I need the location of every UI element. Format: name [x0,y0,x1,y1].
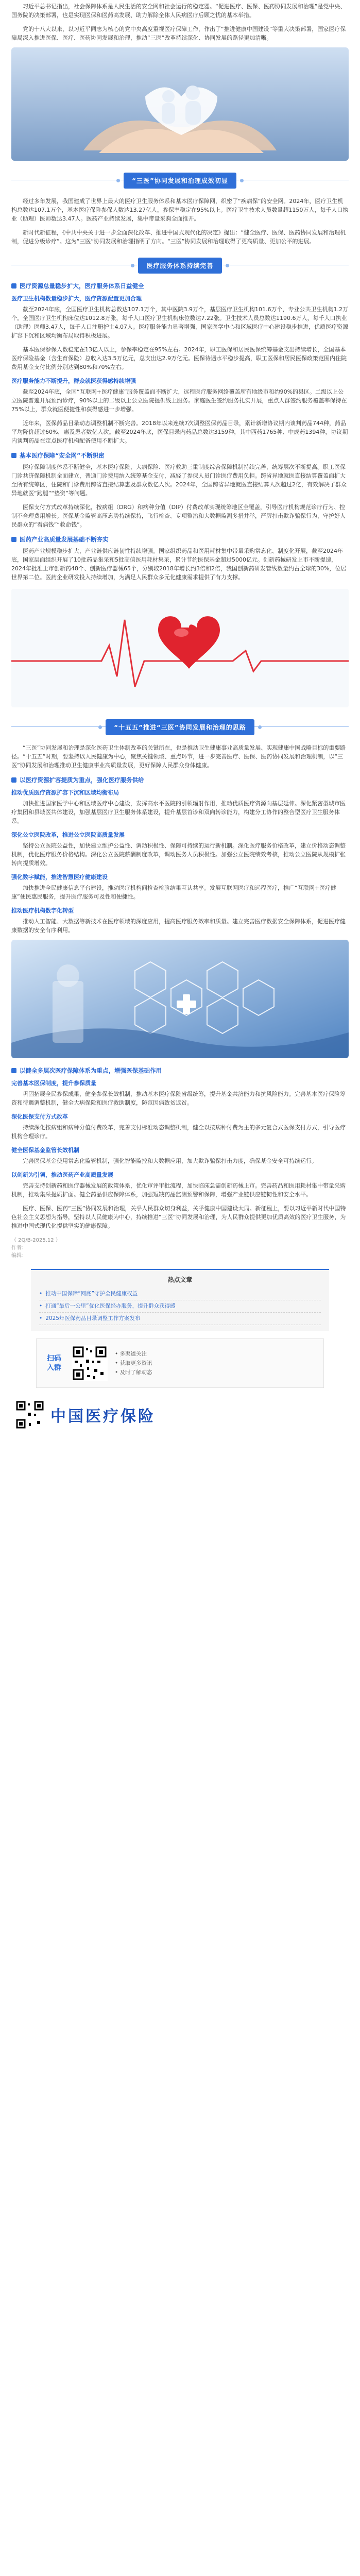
sec5-lead-4: 推动医疗机构数字化转型 [11,907,74,914]
sec5-paragraph-2: 加快推进国家医学中心和区域医疗中心建设，发挥高水平医院的引领辐射作用，推动优质医疗资源向基层延伸。深化紧密型城市医疗集团和县域医共体建设，加强基层医疗卫生服务体系建设，提升基层首诊和双向转诊能力，构建分工协作的整合型医疗卫生服务体系。 [11,800,346,824]
sec7-paragraph-2: 医疗、医保、医药“三医”协同发展和治理，关乎人民群众切身利益，关乎健康中国建设大局。新征程上，要以习近平新时代中国特色社会主义思想为指导，坚持以人民健康为中心，持续推进“三医”协同发展和治理，为人民群众提供更加优质高效的医疗卫生服务，为推进中国式现代化提供坚实的健康保障。 [11,1205,346,1229]
sec2-paragraph-2: 基本医保参保人数稳定在13亿人以上，参保率稳定在95%左右。2024年，职工医保和居民医保统筹基金支出持续增长，全国基本医疗保险基金（含生育保险）总收入达3.5万亿元，总支出达2.9万亿元。医保待遇水平稳步提高，职工医保和居民医保政策范围内住院费用基金支付比例分别达到80%和70%左右。 [11,346,347,370]
square-bullet-icon [11,453,16,458]
section-banner-1: “三医”协同发展和治理成效初显 [0,171,360,190]
sec5-lead-2: 深化公立医院改革，推进公立医院高质量发展 [11,832,125,838]
sec5-paragraph-4: 加快推进全民健康信息平台建设，推动医疗机构间检查检验结果互认共享。发展互联网医疗和远程医疗，推广“互联网+医疗健康”便民惠民服务，提升医疗服务可及性和便捷性。 [11,885,336,900]
sec2-lead-2: 医疗服务能力不断提升，群众就医获得感持续增强 [11,378,136,384]
sec6-heading: 以健全多层次医疗保障体系为重点，增强医保基础作用 [11,1066,349,1075]
sec6-paragraph-2: 持续深化按病组和病种分值付费改革，完善支付标准动态调整机制，健全以按病种付费为主的多元复合式医保支付方式，引导医疗机构合理诊疗。 [11,1124,346,1140]
footer-brand [0,1395,360,1439]
sec2-paragraph-4: 近年来，医保药品目录动态调整机制不断完善。2018年以来连续7次调整医保药品目录，累计新增协议期内谈判药品744种，药品平均降价超过60%，惠及患者数亿人次。截至2024年底，医保目录内药品总数达3159种，其中西药1765种、中成药1394种，协议期内谈判药品在定点医疗机构配备使用不断扩大。 [11,420,348,444]
related-item[interactable]: • 打通“最后一公里”优化医保经办服务，提升群众获得感 [39,1300,321,1313]
sec2-paragraph-3: 截至2024年底，全国“互联网+医疗健康”服务覆盖面不断扩大，远程医疗服务网络覆盖所有地级市和约90%的县区。二级以上公立医院普遍开展预约诊疗，90%以上的二级以上公立医院提供线上服务。家庭医生签约服务扎实开展，重点人群签约服务覆盖率保持在75%以上，群众就医便捷性和获得感进一步增强。 [11,388,347,413]
qr-code-icon[interactable] [72,1345,108,1381]
sec3-paragraph-2: 医保支付方式改革持续深化，按病组（DRG）和病种分值（DIP）付费改革实现统筹地区全覆盖，引导医疗机构规范诊疗行为、控制不合理费用增长。医保基金监管高压态势持续保持，飞行检查、专项整治和大数据监测多措并举，严厉打击欺诈骗保行为，守护好人民群众的“看病钱”“救命钱”。 [11,504,346,528]
scan-label: 扫码入群 [47,1354,61,1372]
sec7-paragraph-1: 完善支持创新药和医疗器械发展的政策体系，优化审评审批流程，加快临床急需创新药械上市。完善药品和医用耗材集中带量采购机制，推动集采提质扩面。健全药品供应保障体系，加强短缺药品监测预警和保障，增强产业链供应链韧性和安全水平。 [11,1182,346,1198]
heart-ecg-image [11,589,349,707]
medical-tech-photo [11,940,349,1058]
sec2-heading: 医疗资源总量稳步扩大，医疗服务体系日益健全 [11,282,349,290]
intro-paragraph-1: 习近平总书记指出，社会保障体系是人民生活的安全网和社会运行的稳定器。“促进医疗、医保、医药协同发展和治理”是党中央、国务院的决策部署，也是实现医保和医药高发展、助力解除全体人民病医疗后顾之忧的基本举措。 [11,3,346,19]
section-banner-2: 医疗服务体系持续完善 [0,256,360,275]
sec5-paragraph-1: “三医”协同发展和治理是深化医药卫生体制改革的关键所在，也是推动卫生健康事业高质量发展、实现健康中国战略目标的重要路径。“十五五”时期，要坚持以人民健康为中心，聚焦关键领域、重点环节，进一步完善医疗、医保、医药协同发展和治理机制，以“三医”协同发展和治理推动卫生健康事业高质量发展，更好保障人民群众身体健康。 [11,744,346,769]
square-bullet-icon [11,777,16,783]
sec4-paragraph-1: 医药产业规模稳步扩大，产业链供应链韧性持续增强。国家组织药品和医用耗材集中带量采购常态化、制度化开展，截至2024年底，国家层面组织开展了10批药品集采和5批高值医用耗材集采，累计节约医保基金超过5000亿元。创新药械研发上市不断提速，2024年批准上市创新药48个、创新医疗器械65个，分别较2018年增长约3倍和2倍，我国创新药研发管线数量约占全球的30%，位居世界第二位。医药企业研发投入持续增加，为满足人民群众多元化健康需求提供了有力支撑。 [11,548,347,581]
sec6-lead-1: 完善基本医保制度，提升参保质量 [11,1080,96,1087]
sec4-heading: 医药产业高质量发展基础不断夯实 [11,535,349,544]
sec1-paragraph-1: 经过多年发展，我国建成了世界上最大的医疗卫生服务体系和基本医疗保障网，织密了“疾病保”的安全网。2024年，医疗卫生机构总数达107.1万个，基本医疗保险参保人数达13.27亿人，参保率稳定在95%以上。医疗卫生技术人员数量超1150万人，每千人口执业（助理）医师数达3.47人。医药产业持续发展，集中带量采购全面推开。 [11,198,349,222]
sec6-paragraph-3: 完善医保基金使用常态化监管机制，强化智能监控和大数据应用，加大欺诈骗保打击力度，确保基金安全可持续运行。 [23,1158,317,1164]
square-bullet-icon [11,283,16,289]
sec3-heading: 基本医疗保障“安全网”不断织密 [11,451,349,460]
sec3-paragraph-1: 医疗保障制度体系不断健全，基本医疗保险、大病保险、医疗救助三重制度综合保障机制持续完善，统筹层次不断提高。职工医保门诊共济保障机制全面建立，普通门诊费用纳入统筹基金支付，减轻了参保人员门诊医疗费用负担。跨省异地就医直接结算覆盖面扩大至所有统筹区，住院和门诊费用跨省直接结算惠及群众数亿人次。2024年，全国跨省异地就医直接结算人次超过2亿，有效解决了群众异地就医“跑腿”“垫资”等问题。 [11,464,347,497]
qr-info-lines: • 多渠道关注 • 获取更多资讯 • 及时了解动态 [115,1351,152,1376]
bullet-icon: • [39,1303,43,1309]
sec2-paragraph-1: 截至2024年底，全国医疗卫生机构总数达107.1万个，其中医院3.9万个，基层医疗卫生机构101.6万个，专业公共卫生机构1.2万个。全国医疗卫生机构床位达1012.8万张，每千人口医疗卫生机构床位数达7.22张。卫生技术人员总数达1190.6万人，每千人口执业（助理）医师3.47人，每千人口注册护士4.07人。医疗服务能力显著增强，国家医学中心和区域医疗中心建设稳步推进，优质医疗资源扩容下沉和区域均衡布局取得积极进展。 [11,306,348,339]
square-bullet-icon [11,537,16,542]
intro-paragraph-2: 党的十八大以来，以习近平同志为核心的党中央高度重视医疗保障工作，作出了“推进健康中国建设”等重大决策部署，国家医疗保障局深入推进医保、医疗、医药协同发展和治理，推动“三医”改革持续深化、协同发展的路径更加清晰。 [11,26,346,41]
bullet-icon: • [39,1291,43,1297]
section-banner-3: “十五五”推进“三医”协同发展和治理的思路 [0,718,360,736]
qr-join-block [36,1338,324,1388]
related-item[interactable]: • 推动中国保障“网底”守护全民健康权益 [39,1288,321,1300]
sec7-lead-1: 以创新为引领，推动医药产业高质量发展 [11,1172,113,1178]
qr-code-icon[interactable] [15,1400,44,1429]
square-bullet-icon [11,1068,16,1073]
author-line: 作者： [11,1245,27,1251]
sec5-heading-1: 以医疗资源扩容提质为重点，强化医疗服务供给 [11,776,349,784]
sec2-lead-1: 医疗卫生机构数量稳步扩大，医疗资源配置更加合理 [11,295,142,302]
sec5-paragraph-3: 坚持公立医院公益性，加快建立维护公益性、调动积极性、保障可持续的运行新机制。深化医疗服务价格改革，建立价格动态调整机制，优化医疗服务价格结构。深化公立医院薪酬制度改革，调动医务人员积极性。加强公立医院绩效考核，推动公立医院从规模扩张转向提质增效。 [11,842,346,867]
sec5-lead-3: 强化数字赋能，推进智慧医疗健康建设 [11,874,108,880]
related-item[interactable]: • 2025年医保药品目录调整工作方案发布 [39,1313,321,1325]
sec6-paragraph-1: 巩固拓展全民参保成果，健全参保长效机制，推动基本医疗保险省级统筹，提升基金共济能力和抗风险能力。完善基本医疗保险筹资和待遇调整机制，健全大病保险和医疗救助制度，防范因病致贫返贫。 [11,1091,346,1106]
sec5-paragraph-5: 推动人工智能、大数据等新技术在医疗领域的深度应用，提高医疗服务效率和质量。建立完善医疗数据安全保障体系，促进医疗健康数据的安全有序利用。 [11,918,346,934]
sec6-lead-3: 健全医保基金监管长效机制 [11,1147,79,1154]
sec6-lead-2: 深化医保支付方式改革 [11,1113,68,1120]
family-care-photo [11,47,349,161]
bullet-icon: • [39,1315,43,1321]
source-code: （ 2Q/B-2025.12 ） [11,1238,61,1243]
related-title: 热点文章 [167,1276,193,1283]
sec1-paragraph-2: 新时代新征程，《中共中央关于进一步全面深化改革、推进中国式现代化的决定》提出：“健全医疗、医保、医药协同发展和治理机制，促进分级诊疗”。这为“三医”协同发展和治理指明了方向。“三医”协同发展和治理取得了更高质量、更加公平的进展。 [11,229,346,245]
editor-line: 编辑： [11,1253,27,1259]
sec5-lead-1: 推动优质医疗资源扩容下沉和区域均衡布局 [11,789,119,796]
related-articles [31,1269,329,1331]
brand-name: 中国医疗保险 [50,1408,156,1426]
